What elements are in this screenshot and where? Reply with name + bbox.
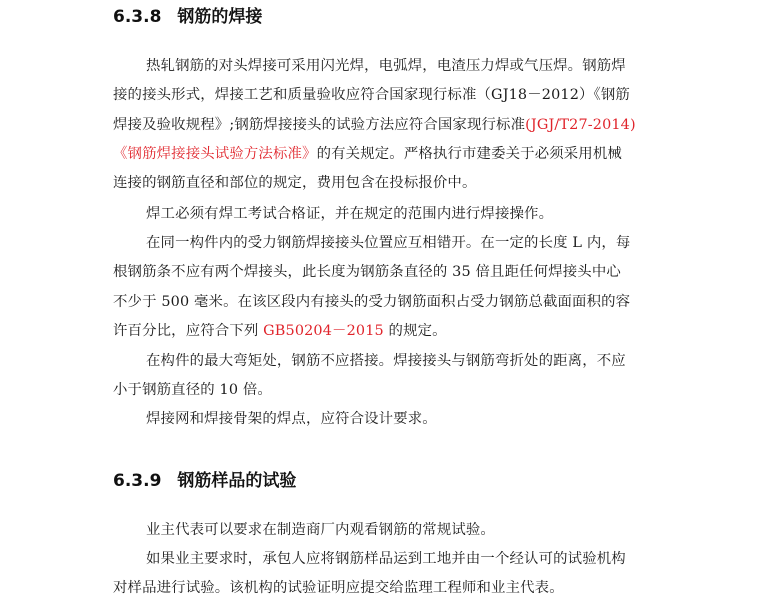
paragraph-joint-staggering — [113, 229, 658, 346]
standard-reference: (JGJ/T27-2014) — [525, 116, 636, 133]
text-run: 焊接及验收规程》;钢筋焊接接头的试验方法应符合国家现行标准 — [113, 116, 526, 133]
text-run: 的规定。 — [383, 322, 447, 339]
text-line: 如果业主要求时，承包人应将钢筋样品运到工地并由一个经认可的试验机构 — [146, 551, 626, 567]
paragraph-max-moment — [113, 347, 658, 406]
text-line — [113, 140, 658, 169]
text-line: 焊工必须有焊工考试合格证，并在规定的范围内进行焊接操作。 — [146, 206, 554, 222]
text-line: 业主代表可以要求在制造商厂内观看钢筋的常规试验。 — [146, 522, 495, 538]
text-line — [113, 317, 658, 346]
section-title: 钢筋样品的试验 — [177, 471, 297, 491]
section-number: 6.3.9 — [113, 471, 162, 491]
paragraph-weld-points — [113, 405, 658, 434]
text-line: 接的接头形式，焊接工艺和质量验收应符合国家现行标准（GJ18－2012）《钢筋 — [113, 87, 630, 104]
text-line: 在构件的最大弯矩处，钢筋不应搭接。焊接接头与钢筋弯折处的距离，不应 — [146, 353, 626, 369]
paragraph-owner-observation — [113, 516, 658, 545]
text-line: 不少于 500 毫米。在该区段内有接头的受力钢筋面积占受力钢筋总截面面积的容 — [113, 293, 631, 310]
paragraph-welding-methods — [113, 52, 658, 198]
standard-reference: 《钢筋焊接接头试验方法标准》 — [113, 145, 317, 162]
text-line: 对样品进行试验。该机构的试验证明应提交给监理工程师和业主代表。 — [113, 580, 564, 597]
section-number: 6.3.8 — [113, 7, 162, 27]
paragraph-welder-certification — [113, 200, 658, 229]
section-heading-6-3-8 — [113, 6, 262, 28]
text-line: 热轧钢筋的对头焊接可采用闪光焊，电弧焊，电渣压力焊或气压焊。钢筋焊 — [146, 58, 626, 74]
text-line — [113, 111, 658, 140]
text-line: 连接的钢筋直径和部位的规定，费用包含在投标报价中。 — [113, 175, 477, 192]
section-title: 钢筋的焊接 — [177, 7, 263, 27]
text-line: 在同一构件内的受力钢筋焊接接头位置应互相错开。在一定的长度 L 内，每 — [146, 235, 631, 251]
standard-reference: GB50204－2015 — [263, 322, 384, 339]
text-line: 根钢筋条不应有两个焊接头，此长度为钢筋条直径的 35 倍且距任何焊接头中心 — [113, 264, 621, 281]
paragraph-sample-testing — [113, 545, 658, 604]
text-line: 小于钢筋直径的 10 倍。 — [113, 382, 272, 399]
section-heading-6-3-9 — [113, 470, 296, 492]
text-run: 许百分比，应符合下列 — [113, 322, 264, 339]
text-run: 的有关规定。严格执行市建委关于必须采用机械 — [316, 145, 622, 162]
text-line: 焊接网和焊接骨架的焊点，应符合设计要求。 — [146, 411, 437, 427]
